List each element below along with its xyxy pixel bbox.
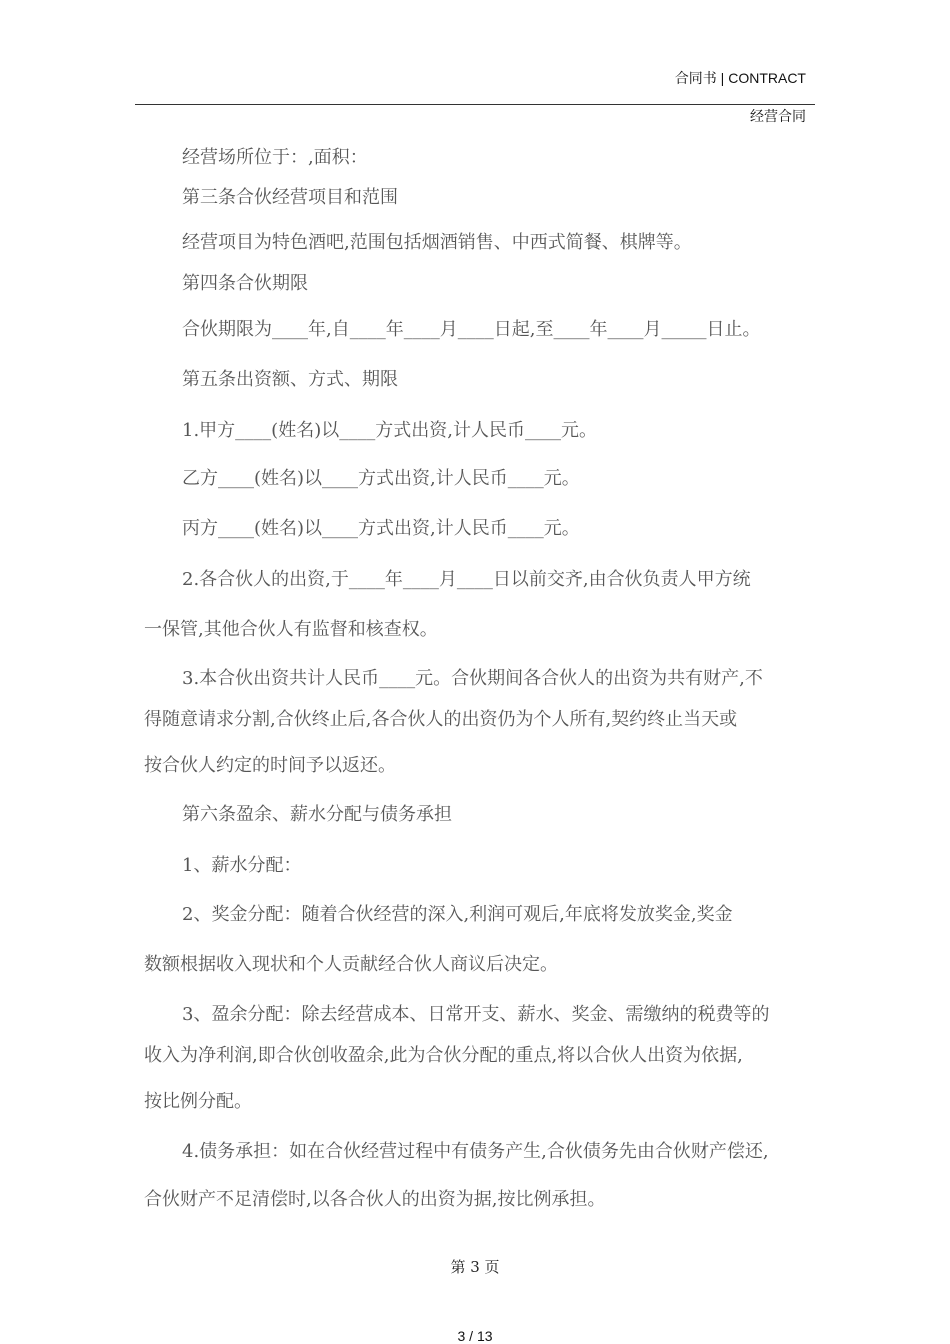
- text-line: 得随意请求分割,合伙终止后,各合伙人的出资仍为个人所有,契约终止当天或: [144, 709, 738, 730]
- text-line: 数额根据收入现状和个人贡献经合伙人商议后决定。: [144, 954, 558, 975]
- header-divider: [135, 104, 815, 105]
- text-line: 丙方____(姓名)以____方式出资,计人民币____元。: [182, 518, 580, 539]
- text-line: 1.甲方____(姓名)以____方式出资,计人民币____元。: [182, 420, 597, 441]
- text-line: 1、薪水分配：: [182, 855, 302, 876]
- text-line: 乙方____(姓名)以____方式出资,计人民币____元。: [182, 468, 580, 489]
- page-number-label: 第 3 页: [450, 1258, 500, 1276]
- header-title: 合同书 | CONTRACT: [674, 70, 806, 86]
- text-line: 经营场所位于：,面积：: [182, 147, 368, 168]
- text-line: 合伙财产不足清偿时,以各合伙人的出资为据,按比例承担。: [144, 1189, 606, 1210]
- text-line: 一保管,其他合伙人有监督和核查权。: [144, 619, 438, 640]
- text-line: 3.本合伙出资共计人民币____元。合伙期间各合伙人的出资为共有财产,不: [182, 668, 763, 689]
- text-line: 收入为净利润,即合伙创收盈余,此为合伙分配的重点,将以合伙人出资为依据,: [144, 1045, 743, 1066]
- section-heading: 第四条合伙期限: [182, 273, 308, 294]
- text-line: 4.债务承担：如在合伙经营过程中有债务产生,合伙债务先由合伙财产偿还,: [182, 1141, 769, 1162]
- section-heading: 第五条出资额、方式、期限: [182, 369, 398, 390]
- text-line: 2.各合伙人的出资,于____年____月____日以前交齐,由合伙负责人甲方统: [182, 569, 751, 590]
- header-subtitle: 经营合同: [750, 108, 806, 124]
- text-line: 合伙期限为____年,自____年____月____日起,至____年____月_____日止。: [182, 319, 761, 340]
- page-counter: 3 / 13: [457, 1328, 493, 1344]
- section-heading: 第三条合伙经营项目和范围: [182, 187, 398, 208]
- text-line: 3、盈余分配：除去经营成本、日常开支、薪水、奖金、需缴纳的税费等的: [182, 1004, 770, 1025]
- section-heading: 第六条盈余、薪水分配与债务承担: [182, 804, 452, 825]
- text-line: 按比例分配。: [144, 1091, 252, 1112]
- text-line: 2、奖金分配：随着合伙经营的深入,利润可观后,年底将发放奖金,奖金: [182, 904, 733, 925]
- text-line: 经营项目为特色酒吧,范围包括烟酒销售、中西式简餐、棋牌等。: [182, 232, 692, 253]
- text-line: 按合伙人约定的时间予以返还。: [144, 755, 396, 776]
